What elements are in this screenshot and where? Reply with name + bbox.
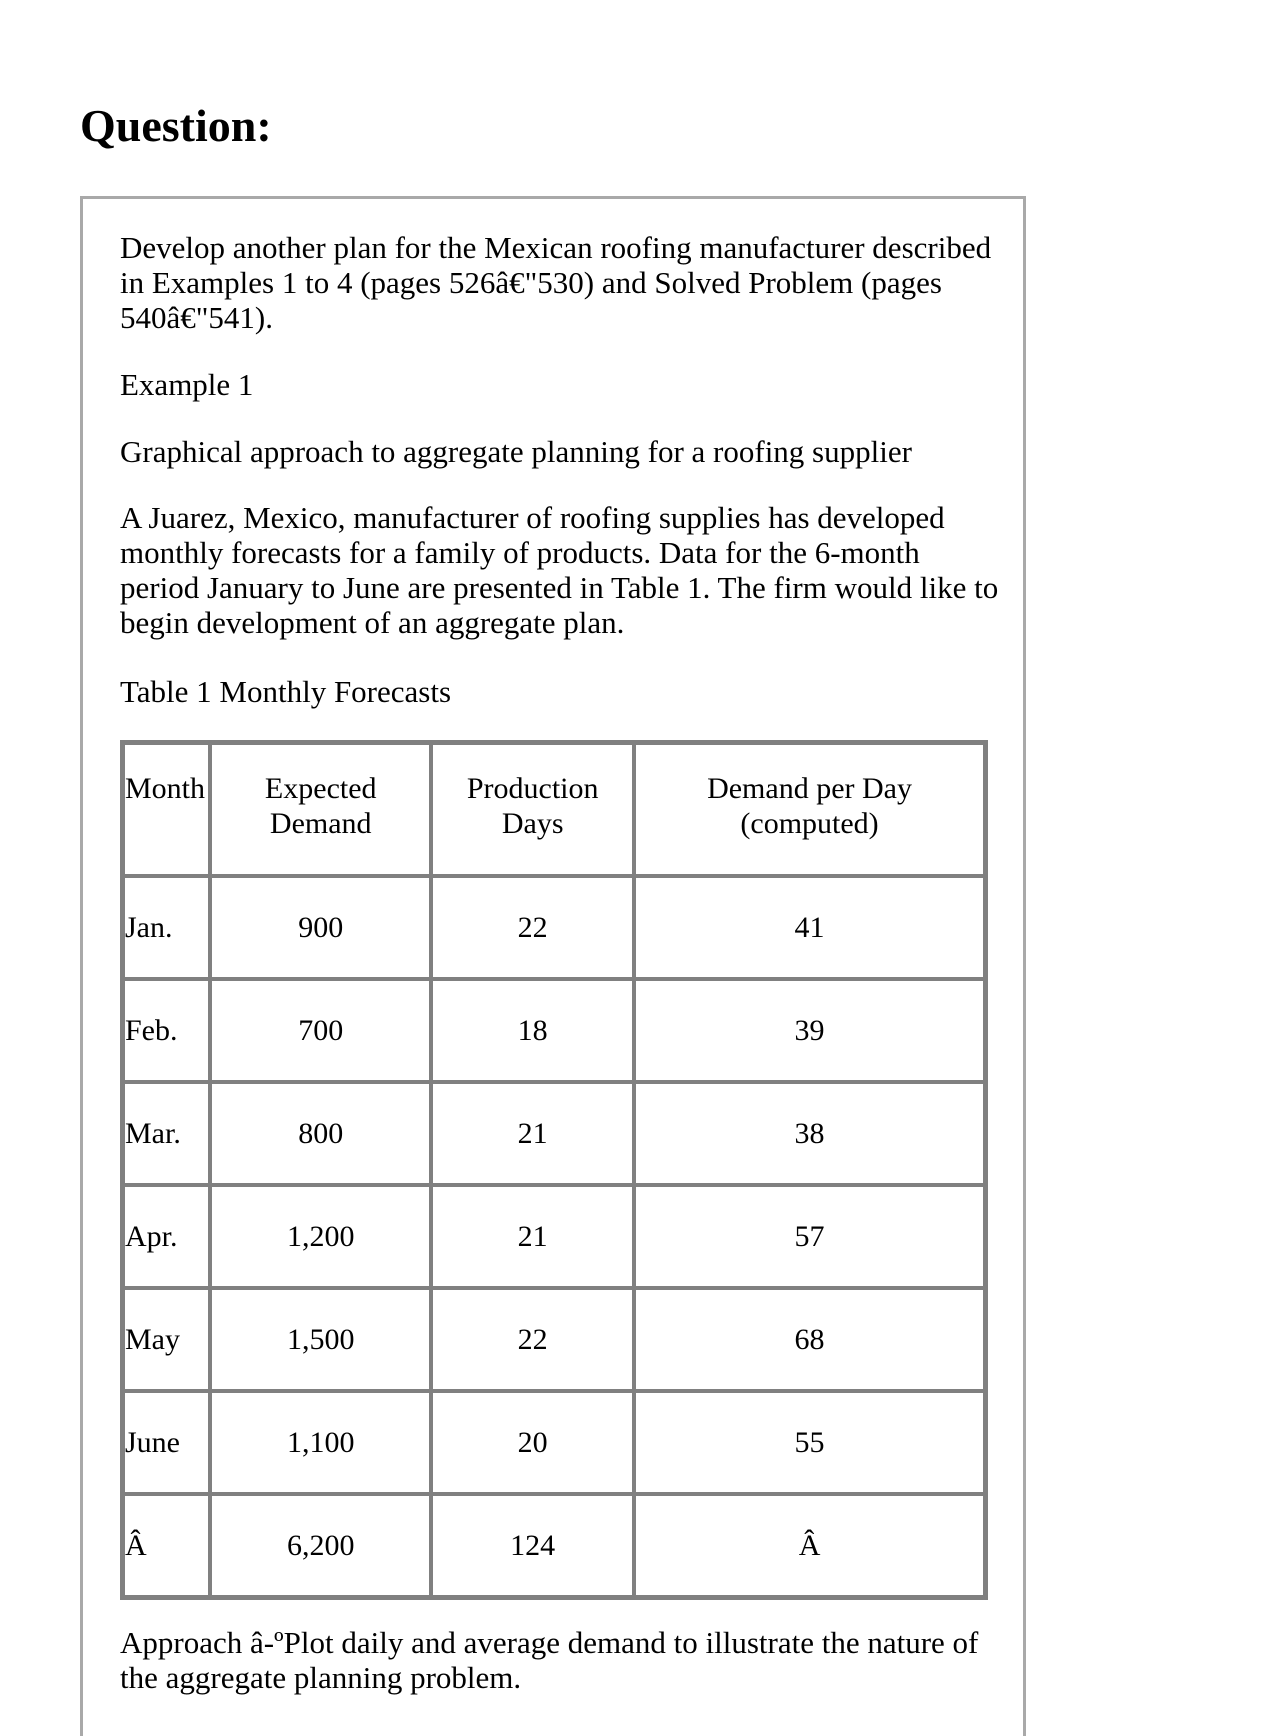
table-row — [123, 1391, 985, 1494]
header-month — [123, 743, 210, 876]
page-title: Question: — [80, 100, 272, 151]
example-label: Example 1 — [120, 367, 254, 402]
cell-demand-per-day: 68 — [634, 1288, 985, 1391]
cell-production-days: 22 — [431, 876, 634, 979]
cell-production-days: 22 — [431, 1288, 634, 1391]
table-row — [123, 1185, 985, 1288]
cell-demand-per-day: 39 — [634, 979, 985, 1082]
header-days-line1: Production — [466, 772, 599, 805]
cell-month: Mar. — [123, 1082, 210, 1185]
cell-expected-demand: 1,500 — [210, 1288, 431, 1391]
cell-demand-per-day: 57 — [634, 1185, 985, 1288]
cell-demand-per-day: 38 — [634, 1082, 985, 1185]
problem-description: A Juarez, Mexico, manufacturer of roofing supplies has developed monthly forecasts for a family of products. Data for the 6-month period January to June are presented in Table 1. The firm would like to begin development of an aggregate plan. — [120, 500, 999, 640]
cell-production-days: 21 — [431, 1185, 634, 1288]
cell-month: May — [123, 1288, 210, 1391]
approach-paragraph: Approach â-ºPlot daily and average demand to illustrate the nature of the aggregate planning problem. — [120, 1625, 979, 1695]
table-total-row — [123, 1494, 985, 1597]
table-row — [123, 979, 985, 1082]
cell-month: Â — [123, 1494, 210, 1597]
cell-expected-demand-total: 6,200 — [210, 1494, 431, 1597]
header-production-days — [431, 743, 634, 876]
cell-month: Jan. — [123, 876, 210, 979]
cell-production-days-total: 124 — [431, 1494, 634, 1597]
cell-month: Apr. — [123, 1185, 210, 1288]
cell-month: June — [123, 1391, 210, 1494]
header-dpd-line1: Demand per Day — [707, 772, 912, 805]
table-row — [123, 876, 985, 979]
header-days-line2: Days — [501, 807, 564, 840]
cell-month: Feb. — [123, 979, 210, 1082]
cell-production-days: 18 — [431, 979, 634, 1082]
cell-demand-per-day: Â — [634, 1494, 985, 1597]
cell-production-days: 20 — [431, 1391, 634, 1494]
header-expected-demand — [210, 743, 431, 876]
intro-paragraph: Develop another plan for the Mexican roofing manufacturer described in Examples 1 to 4 (pages 526â€"530) and Solved Problem (pages 540â€"541). — [120, 230, 992, 335]
header-demand-per-day — [634, 743, 985, 876]
table-header-row — [123, 743, 985, 876]
cell-expected-demand: 800 — [210, 1082, 431, 1185]
cell-expected-demand: 700 — [210, 979, 431, 1082]
cell-expected-demand: 1,100 — [210, 1391, 431, 1494]
cell-expected-demand: 900 — [210, 876, 431, 979]
cell-production-days: 21 — [431, 1082, 634, 1185]
header-expected-line1: Expected — [264, 772, 377, 805]
header-dpd-line2: (computed) — [740, 807, 879, 840]
header-month-label: Month — [125, 772, 206, 805]
cell-expected-demand: 1,200 — [210, 1185, 431, 1288]
example-title: Graphical approach to aggregate planning for a roofing supplier — [120, 434, 912, 469]
monthly-forecast-table — [120, 740, 988, 1600]
header-expected-line2: Demand — [269, 807, 372, 840]
table-row — [123, 1288, 985, 1391]
table-caption: Table 1 Monthly Forecasts — [120, 674, 452, 709]
cell-demand-per-day: 55 — [634, 1391, 985, 1494]
cell-demand-per-day: 41 — [634, 876, 985, 979]
table-row — [123, 1082, 985, 1185]
